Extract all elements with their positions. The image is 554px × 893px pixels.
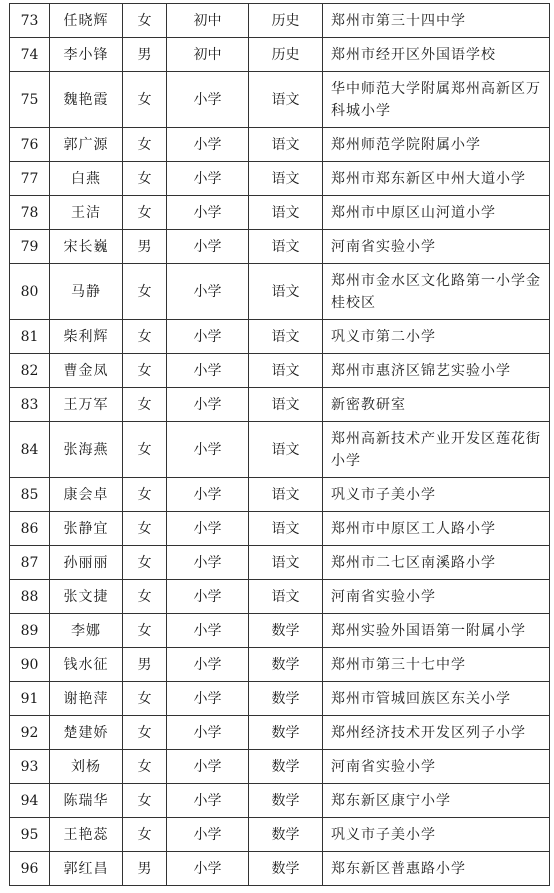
cell-school: 郑州市经开区外国语学校 bbox=[323, 38, 550, 72]
table-row bbox=[10, 852, 550, 886]
table-row bbox=[10, 72, 550, 128]
cell-subject: 语文 bbox=[249, 388, 323, 422]
table-row bbox=[10, 682, 550, 716]
cell-gender: 女 bbox=[123, 512, 167, 546]
cell-number: 94 bbox=[10, 784, 50, 818]
cell-gender: 女 bbox=[123, 320, 167, 354]
cell-school: 郑州市管城回族区东关小学 bbox=[323, 682, 550, 716]
table-row bbox=[10, 196, 550, 230]
cell-subject: 数学 bbox=[249, 750, 323, 784]
cell-subject: 历史 bbox=[249, 4, 323, 38]
table-row bbox=[10, 38, 550, 72]
cell-school-level: 小学 bbox=[167, 388, 249, 422]
cell-school: 郑州师范学院附属小学 bbox=[323, 128, 550, 162]
cell-gender: 女 bbox=[123, 422, 167, 478]
cell-school-level: 小学 bbox=[167, 230, 249, 264]
cell-gender: 女 bbox=[123, 614, 167, 648]
cell-subject: 语文 bbox=[249, 196, 323, 230]
cell-school: 巩义市第二小学 bbox=[323, 320, 550, 354]
cell-subject: 语文 bbox=[249, 162, 323, 196]
cell-number: 95 bbox=[10, 818, 50, 852]
table-row bbox=[10, 784, 550, 818]
table-row bbox=[10, 320, 550, 354]
cell-number: 88 bbox=[10, 580, 50, 614]
cell-subject: 语文 bbox=[249, 230, 323, 264]
cell-number: 86 bbox=[10, 512, 50, 546]
cell-name: 钱水征 bbox=[50, 648, 123, 682]
cell-gender: 女 bbox=[123, 716, 167, 750]
cell-subject: 语文 bbox=[249, 580, 323, 614]
cell-subject: 语文 bbox=[249, 546, 323, 580]
cell-school: 巩义市子美小学 bbox=[323, 818, 550, 852]
table-row bbox=[10, 388, 550, 422]
table-row bbox=[10, 716, 550, 750]
table-row bbox=[10, 264, 550, 320]
cell-number: 77 bbox=[10, 162, 50, 196]
cell-subject: 语文 bbox=[249, 354, 323, 388]
cell-gender: 男 bbox=[123, 648, 167, 682]
cell-gender: 男 bbox=[123, 230, 167, 264]
cell-school: 郑州市第三十七中学 bbox=[323, 648, 550, 682]
table-row bbox=[10, 422, 550, 478]
cell-subject: 语文 bbox=[249, 320, 323, 354]
cell-gender: 女 bbox=[123, 750, 167, 784]
cell-name: 曹金凤 bbox=[50, 354, 123, 388]
cell-number: 96 bbox=[10, 852, 50, 886]
cell-school-level: 小学 bbox=[167, 682, 249, 716]
cell-number: 83 bbox=[10, 388, 50, 422]
cell-number: 90 bbox=[10, 648, 50, 682]
cell-gender: 女 bbox=[123, 72, 167, 128]
cell-school-level: 小学 bbox=[167, 546, 249, 580]
cell-gender: 女 bbox=[123, 546, 167, 580]
table-row bbox=[10, 648, 550, 682]
cell-gender: 女 bbox=[123, 818, 167, 852]
cell-school-level: 小学 bbox=[167, 648, 249, 682]
table-row bbox=[10, 478, 550, 512]
cell-number: 75 bbox=[10, 72, 50, 128]
cell-name: 刘杨 bbox=[50, 750, 123, 784]
cell-name: 任晓辉 bbox=[50, 4, 123, 38]
cell-gender: 女 bbox=[123, 354, 167, 388]
table-row bbox=[10, 162, 550, 196]
cell-name: 陈瑞华 bbox=[50, 784, 123, 818]
table-row bbox=[10, 128, 550, 162]
cell-subject: 数学 bbox=[249, 784, 323, 818]
teacher-roster-table bbox=[9, 3, 550, 886]
cell-gender: 女 bbox=[123, 162, 167, 196]
cell-school: 郑州实验外国语第一附属小学 bbox=[323, 614, 550, 648]
cell-number: 92 bbox=[10, 716, 50, 750]
cell-school-level: 小学 bbox=[167, 750, 249, 784]
cell-school: 郑州市金水区文化路第一小学金桂校区 bbox=[323, 264, 550, 320]
table-row bbox=[10, 230, 550, 264]
cell-name: 郭红昌 bbox=[50, 852, 123, 886]
cell-school: 郑州市二七区南溪路小学 bbox=[323, 546, 550, 580]
cell-name: 张静宜 bbox=[50, 512, 123, 546]
cell-school: 郑东新区普惠路小学 bbox=[323, 852, 550, 886]
cell-school-level: 小学 bbox=[167, 614, 249, 648]
cell-school-level: 小学 bbox=[167, 512, 249, 546]
cell-number: 81 bbox=[10, 320, 50, 354]
cell-subject: 数学 bbox=[249, 682, 323, 716]
cell-subject: 语文 bbox=[249, 512, 323, 546]
cell-school-level: 小学 bbox=[167, 422, 249, 478]
cell-name: 王艳蕊 bbox=[50, 818, 123, 852]
cell-gender: 女 bbox=[123, 388, 167, 422]
cell-name: 张文捷 bbox=[50, 580, 123, 614]
table-row bbox=[10, 4, 550, 38]
cell-school: 河南省实验小学 bbox=[323, 750, 550, 784]
cell-name: 楚建娇 bbox=[50, 716, 123, 750]
cell-school-level: 小学 bbox=[167, 162, 249, 196]
cell-number: 87 bbox=[10, 546, 50, 580]
cell-name: 郭广源 bbox=[50, 128, 123, 162]
cell-name: 王洁 bbox=[50, 196, 123, 230]
cell-school-level: 小学 bbox=[167, 580, 249, 614]
cell-name: 宋长巍 bbox=[50, 230, 123, 264]
cell-gender: 女 bbox=[123, 580, 167, 614]
cell-number: 93 bbox=[10, 750, 50, 784]
cell-number: 79 bbox=[10, 230, 50, 264]
cell-school-level: 小学 bbox=[167, 264, 249, 320]
cell-school: 郑州市第三十四中学 bbox=[323, 4, 550, 38]
cell-gender: 男 bbox=[123, 852, 167, 886]
cell-number: 73 bbox=[10, 4, 50, 38]
cell-number: 91 bbox=[10, 682, 50, 716]
cell-school-level: 小学 bbox=[167, 716, 249, 750]
cell-name: 张海燕 bbox=[50, 422, 123, 478]
cell-number: 85 bbox=[10, 478, 50, 512]
cell-name: 马静 bbox=[50, 264, 123, 320]
cell-name: 王万军 bbox=[50, 388, 123, 422]
cell-school-level: 小学 bbox=[167, 72, 249, 128]
cell-subject: 历史 bbox=[249, 38, 323, 72]
cell-subject: 语文 bbox=[249, 478, 323, 512]
cell-subject: 语文 bbox=[249, 264, 323, 320]
cell-gender: 女 bbox=[123, 682, 167, 716]
cell-school-level: 小学 bbox=[167, 196, 249, 230]
roster-body bbox=[10, 4, 550, 886]
cell-school-level: 初中 bbox=[167, 4, 249, 38]
cell-number: 78 bbox=[10, 196, 50, 230]
cell-gender: 女 bbox=[123, 196, 167, 230]
cell-subject: 语文 bbox=[249, 128, 323, 162]
cell-number: 89 bbox=[10, 614, 50, 648]
cell-subject: 数学 bbox=[249, 818, 323, 852]
table-row bbox=[10, 512, 550, 546]
table-row bbox=[10, 546, 550, 580]
cell-subject: 语文 bbox=[249, 422, 323, 478]
cell-gender: 女 bbox=[123, 784, 167, 818]
cell-school: 河南省实验小学 bbox=[323, 230, 550, 264]
table-row bbox=[10, 354, 550, 388]
table-row bbox=[10, 580, 550, 614]
cell-subject: 数学 bbox=[249, 852, 323, 886]
cell-school: 郑东新区康宁小学 bbox=[323, 784, 550, 818]
cell-name: 谢艳萍 bbox=[50, 682, 123, 716]
cell-school: 郑州市惠济区锦艺实验小学 bbox=[323, 354, 550, 388]
table-row bbox=[10, 818, 550, 852]
cell-school: 郑州市中原区工人路小学 bbox=[323, 512, 550, 546]
cell-subject: 数学 bbox=[249, 648, 323, 682]
cell-name: 孙丽丽 bbox=[50, 546, 123, 580]
cell-name: 李娜 bbox=[50, 614, 123, 648]
table-row bbox=[10, 750, 550, 784]
cell-number: 80 bbox=[10, 264, 50, 320]
cell-subject: 数学 bbox=[249, 614, 323, 648]
cell-number: 76 bbox=[10, 128, 50, 162]
cell-gender: 男 bbox=[123, 38, 167, 72]
cell-name: 康会卓 bbox=[50, 478, 123, 512]
cell-subject: 语文 bbox=[249, 72, 323, 128]
cell-school: 郑州经济技术开发区列子小学 bbox=[323, 716, 550, 750]
cell-school-level: 小学 bbox=[167, 784, 249, 818]
cell-school-level: 小学 bbox=[167, 818, 249, 852]
cell-school: 巩义市子美小学 bbox=[323, 478, 550, 512]
cell-name: 白燕 bbox=[50, 162, 123, 196]
cell-school: 郑州市中原区山河道小学 bbox=[323, 196, 550, 230]
cell-school-level: 小学 bbox=[167, 320, 249, 354]
cell-number: 82 bbox=[10, 354, 50, 388]
cell-gender: 女 bbox=[123, 264, 167, 320]
cell-school-level: 小学 bbox=[167, 354, 249, 388]
cell-school-level: 初中 bbox=[167, 38, 249, 72]
cell-name: 柴利辉 bbox=[50, 320, 123, 354]
cell-name: 魏艳霞 bbox=[50, 72, 123, 128]
cell-gender: 女 bbox=[123, 4, 167, 38]
cell-gender: 女 bbox=[123, 128, 167, 162]
cell-school: 河南省实验小学 bbox=[323, 580, 550, 614]
cell-gender: 女 bbox=[123, 478, 167, 512]
cell-school-level: 小学 bbox=[167, 128, 249, 162]
cell-name: 李小锋 bbox=[50, 38, 123, 72]
cell-school: 华中师范大学附属郑州高新区万科城小学 bbox=[323, 72, 550, 128]
cell-school: 新密教研室 bbox=[323, 388, 550, 422]
cell-number: 84 bbox=[10, 422, 50, 478]
cell-school: 郑州市郑东新区中州大道小学 bbox=[323, 162, 550, 196]
cell-school-level: 小学 bbox=[167, 852, 249, 886]
table-row bbox=[10, 614, 550, 648]
cell-number: 74 bbox=[10, 38, 50, 72]
cell-school: 郑州高新技术产业开发区莲花街小学 bbox=[323, 422, 550, 478]
cell-subject: 数学 bbox=[249, 716, 323, 750]
cell-school-level: 小学 bbox=[167, 478, 249, 512]
